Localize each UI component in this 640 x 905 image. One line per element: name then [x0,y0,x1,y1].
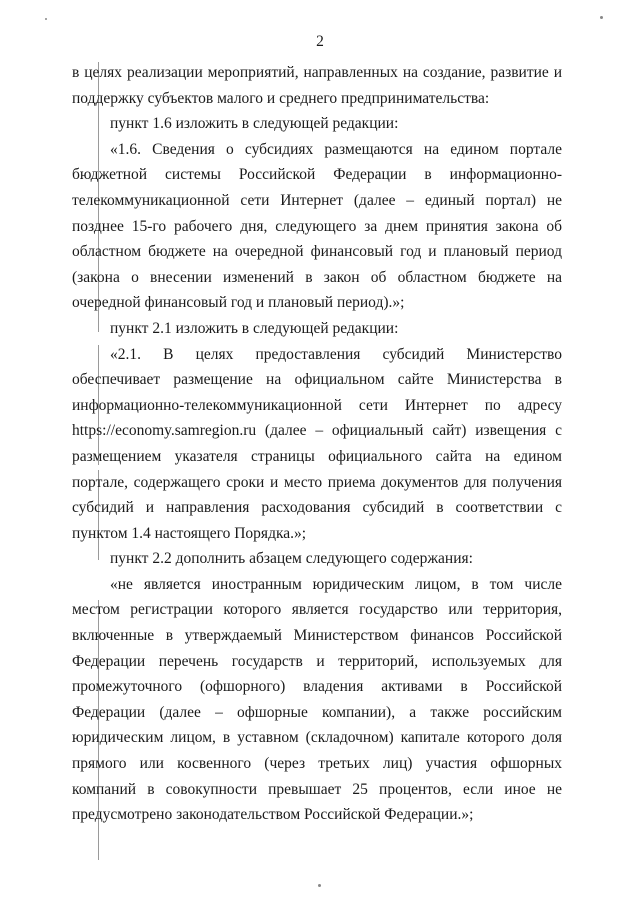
paragraph-item-2-2-text: «не является иностранным юридическим лицом, в том числе местом регистрации которого является государство или территория, включенные в утверждаемый Министерством финансов Российской Федерации перечень государств и территорий, используемых для промежуточного (офшорного) владения активами в Российской Федерации (далее – офшорные компании), а также российским юридическим лицом, в уставном (складочном) капитале которого доля прямого или косвенного (через третьих лиц) участия офшорных компаний в совокупности превышает 25 процентов, если иное не предусмотрено законодательством Российской Федерации.»; [72,575,562,824]
page-number: 2 [316,33,324,50]
document-body [72,60,562,828]
scan-speck [45,18,47,20]
paragraph-item-1-6-header: пункт 1.6 изложить в следующей редакции: [110,115,399,133]
scan-speck [318,884,321,887]
paragraph-item-2-1-header: пункт 2.1 изложить в следующей редакции: [110,319,399,337]
paragraph-item-1-6-text: «1.6. Сведения о субсидиях размещаются на едином портале бюджетной системы Российской Федерации в информационно-телекоммуникационной сети Интернет (далее – единый портал) не позднее 15-го рабочего дня, следующего за днем принятия закона об областном бюджете на очередной финансовый год и плановый период (закона о внесении изменений в закон об областном бюджете на очередной финансовый год и плановый период).»; [72,140,562,312]
paragraph-item-2-2-header: пункт 2.2 дополнить абзацем следующего содержания: [110,550,473,568]
paragraph-item-2-1-text: «2.1. В целях предоставления субсидий Министерство обеспечивает размещение на официальном сайте Министерства в информационно-телекоммуникационной сети Интернет по адресу https://economy.samregion.ru (далее – официальный сайт) извещения с размещением указателя страницы официального сайта на едином портале, содержащего сроки и место приема документов для получения субсидий и направления расходования субсидий в соответствии с пунктом 1.4 настоящего Порядка.»; [72,345,562,542]
paragraph-intro: в целях реализации мероприятий, направленных на создание, развитие и поддержку субъектов малого и среднего предпринимательства: [72,64,562,107]
scan-speck [600,16,603,19]
